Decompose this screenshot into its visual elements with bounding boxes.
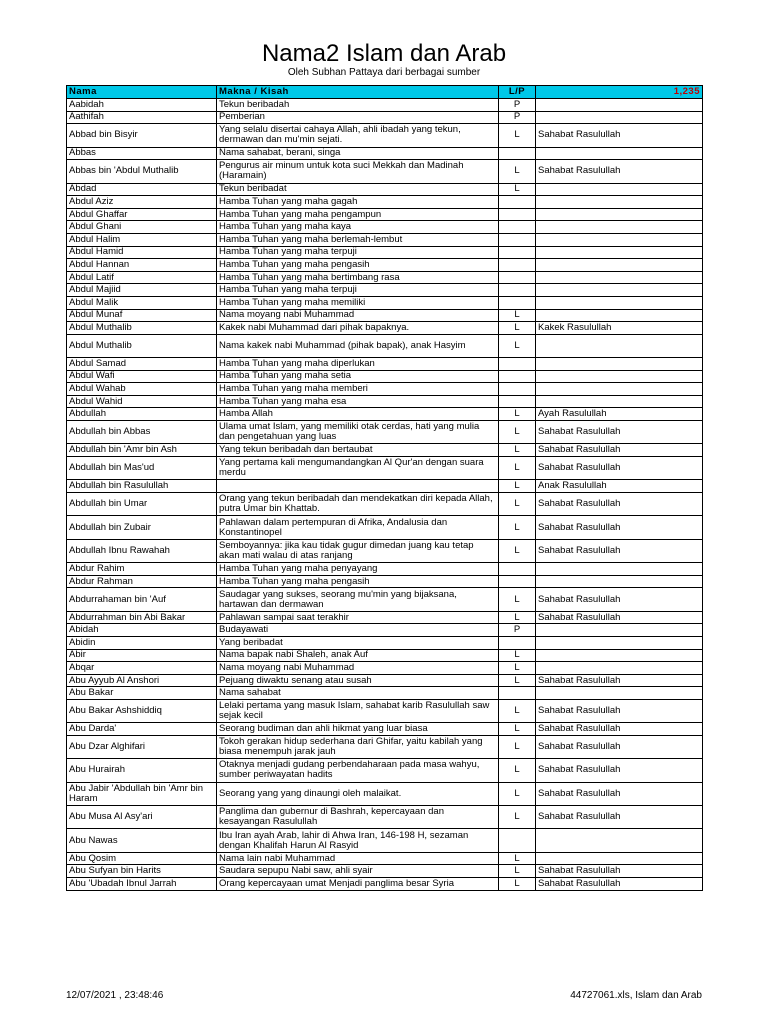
row-name-cell: Abu Bakar — [67, 687, 217, 700]
row-makna-cell: Hamba Tuhan yang maha pengampun — [217, 208, 499, 221]
row-makna-cell: Yang selalu disertai cahaya Allah, ahli ibadah yang tekun, dermawan dan mu'min sejati. — [217, 124, 499, 147]
row-gender-cell — [499, 233, 536, 246]
table-row — [67, 516, 703, 539]
row-name-cell: Abdad — [67, 183, 217, 196]
row-gender-cell: L — [499, 723, 536, 736]
row-makna-cell: Pahlawan sampai saat terakhir — [217, 611, 499, 624]
row-makna-cell: Nama bapak nabi Shaleh, anak Auf — [217, 649, 499, 662]
names-table — [66, 85, 703, 891]
row-note-cell — [536, 99, 703, 112]
row-makna-cell: Nama kakek nabi Muhammad (pihak bapak), anak Hasyim — [217, 334, 499, 357]
row-gender-cell: L — [499, 699, 536, 722]
row-makna-cell: Orang kepercayaan umat Menjadi panglima besar Syria — [217, 878, 499, 891]
row-gender-cell: L — [499, 865, 536, 878]
header-makna: Makna / Kisah — [217, 86, 499, 99]
table-row — [67, 759, 703, 782]
row-name-cell: Abdurrahaman bin 'Auf — [67, 588, 217, 611]
table-row — [67, 829, 703, 852]
row-note-cell — [536, 208, 703, 221]
row-name-cell: Abdul Muthalib — [67, 322, 217, 335]
row-note-cell: Sahabat Rasulullah — [536, 865, 703, 878]
row-note-cell: Sahabat Rasulullah — [536, 611, 703, 624]
row-gender-cell: L — [499, 408, 536, 421]
row-makna-cell: Pahlawan dalam pertempuran di Afrika, Andalusia dan Konstantinopel — [217, 516, 499, 539]
row-makna-cell: Hamba Tuhan yang maha kaya — [217, 221, 499, 234]
row-note-cell — [536, 358, 703, 371]
row-gender-cell — [499, 246, 536, 259]
table-row — [67, 878, 703, 891]
row-makna-cell: Hamba Tuhan yang maha bertimbang rasa — [217, 271, 499, 284]
row-name-cell: Abbas bin 'Abdul Muthalib — [67, 160, 217, 183]
row-name-cell: Abu 'Ubadah Ibnul Jarrah — [67, 878, 217, 891]
row-name-cell: Abu Ayyub Al Anshori — [67, 674, 217, 687]
row-note-cell: Ayah Rasulullah — [536, 408, 703, 421]
row-makna-cell: Nama sahabat, berani, singa — [217, 147, 499, 160]
row-note-cell — [536, 271, 703, 284]
row-name-cell: Abdul Wahab — [67, 383, 217, 396]
row-gender-cell: L — [499, 611, 536, 624]
row-name-cell: Abu Darda' — [67, 723, 217, 736]
row-note-cell — [536, 309, 703, 322]
row-gender-cell: L — [499, 852, 536, 865]
row-makna-cell: Budayawati — [217, 624, 499, 637]
row-note-cell: Sahabat Rasulullah — [536, 699, 703, 722]
row-makna-cell: Semboyannya: jika kau tidak gugur dimedan juang kau tetap akan mati walau di atas ranjang — [217, 539, 499, 562]
row-gender-cell — [499, 296, 536, 309]
row-gender-cell: L — [499, 493, 536, 516]
row-makna-cell: Otaknya menjadi gudang perbendaharaan pada masa wahyu, sumber periwayatan hadits — [217, 759, 499, 782]
row-gender-cell — [499, 147, 536, 160]
table-row — [67, 259, 703, 272]
row-makna-cell: Yang pertama kali mengumandangkan Al Qur'an dengan suara merdu — [217, 457, 499, 480]
row-gender-cell: L — [499, 674, 536, 687]
row-note-cell: Sahabat Rasulullah — [536, 735, 703, 758]
row-gender-cell — [499, 563, 536, 576]
row-gender-cell: L — [499, 334, 536, 357]
row-makna-cell: Pejuang diwaktu senang atau susah — [217, 674, 499, 687]
row-note-cell — [536, 563, 703, 576]
row-gender-cell: P — [499, 624, 536, 637]
row-gender-cell: L — [499, 183, 536, 196]
table-row — [67, 588, 703, 611]
row-name-cell: Abdul Wahid — [67, 395, 217, 408]
row-gender-cell — [499, 395, 536, 408]
row-gender-cell: L — [499, 516, 536, 539]
table-row — [67, 782, 703, 805]
header-nama: Nama — [67, 86, 217, 99]
table-row — [67, 493, 703, 516]
row-makna-cell: Hamba Tuhan yang maha gagah — [217, 196, 499, 209]
row-name-cell: Abdul Malik — [67, 296, 217, 309]
table-row — [67, 723, 703, 736]
row-note-cell: Sahabat Rasulullah — [536, 878, 703, 891]
row-note-cell: Sahabat Rasulullah — [536, 759, 703, 782]
row-name-cell: Abdul Samad — [67, 358, 217, 371]
row-gender-cell — [499, 221, 536, 234]
table-row — [67, 124, 703, 147]
row-note-cell: Sahabat Rasulullah — [536, 444, 703, 457]
row-note-cell: Sahabat Rasulullah — [536, 124, 703, 147]
row-note-cell — [536, 662, 703, 675]
row-note-cell: Sahabat Rasulullah — [536, 516, 703, 539]
row-gender-cell: P — [499, 99, 536, 112]
row-makna-cell: Saudara sepupu Nabi saw, ahli syair — [217, 865, 499, 878]
row-name-cell: Abdurrahman bin Abi Bakar — [67, 611, 217, 624]
row-gender-cell: L — [499, 444, 536, 457]
row-note-cell: Sahabat Rasulullah — [536, 723, 703, 736]
row-name-cell: Abdullah bin Abbas — [67, 421, 217, 444]
row-gender-cell — [499, 829, 536, 852]
row-name-cell: Abdul Hannan — [67, 259, 217, 272]
row-gender-cell — [499, 284, 536, 297]
row-name-cell: Abdullah bin Umar — [67, 493, 217, 516]
table-row — [67, 636, 703, 649]
row-makna-cell: Hamba Tuhan yang maha terpuji — [217, 246, 499, 259]
table-row — [67, 539, 703, 562]
table-row — [67, 480, 703, 493]
row-note-cell — [536, 246, 703, 259]
row-makna-cell: Ibu Iran ayah Arab, lahir di Ahwa Iran, 146-198 H, sezaman dengan Khalifah Harun Al Rasyid — [217, 829, 499, 852]
table-row — [67, 147, 703, 160]
row-name-cell: Abu Musa Al Asy'ari — [67, 806, 217, 829]
row-name-cell: Abu Bakar Ashshiddiq — [67, 699, 217, 722]
row-name-cell: Abidin — [67, 636, 217, 649]
table-row — [67, 296, 703, 309]
row-gender-cell: L — [499, 735, 536, 758]
row-makna-cell: Saudagar yang sukses, seorang mu'min yang bijaksana, hartawan dan dermawan — [217, 588, 499, 611]
row-name-cell: Abu Dzar Alghifari — [67, 735, 217, 758]
table-row — [67, 563, 703, 576]
row-makna-cell: Hamba Tuhan yang maha memberi — [217, 383, 499, 396]
row-name-cell: Abdullah bin 'Amr bin Ash — [67, 444, 217, 457]
row-makna-cell — [217, 480, 499, 493]
table-row — [67, 233, 703, 246]
row-note-cell — [536, 183, 703, 196]
row-gender-cell: L — [499, 124, 536, 147]
table-row — [67, 806, 703, 829]
row-name-cell: Abdul Majiid — [67, 284, 217, 297]
row-note-cell: Sahabat Rasulullah — [536, 421, 703, 444]
page-subtitle: Oleh Subhan Pattaya dari berbagai sumber — [287, 67, 481, 78]
row-gender-cell: L — [499, 457, 536, 480]
row-makna-cell: Yang beribadat — [217, 636, 499, 649]
row-gender-cell: P — [499, 111, 536, 124]
row-note-cell — [536, 624, 703, 637]
table-row — [67, 183, 703, 196]
row-note-cell: Sahabat Rasulullah — [536, 539, 703, 562]
footer-filename: 44727061.xls, Islam dan Arab — [570, 990, 702, 1001]
row-note-cell — [536, 636, 703, 649]
table-row — [67, 662, 703, 675]
row-gender-cell — [499, 383, 536, 396]
table-row — [67, 309, 703, 322]
row-makna-cell: Hamba Tuhan yang maha pengasih — [217, 259, 499, 272]
row-gender-cell: L — [499, 309, 536, 322]
row-makna-cell: Hamba Tuhan yang maha pengasih — [217, 575, 499, 588]
row-makna-cell: Pengurus air minum untuk kota suci Mekkah dan Madinah (Haramain) — [217, 160, 499, 183]
row-makna-cell: Hamba Allah — [217, 408, 499, 421]
table-row — [67, 865, 703, 878]
row-makna-cell: Hamba Tuhan yang maha setia — [217, 370, 499, 383]
table-row — [67, 208, 703, 221]
row-name-cell: Abdullah Ibnu Rawahah — [67, 539, 217, 562]
table-row — [67, 383, 703, 396]
row-gender-cell: L — [499, 539, 536, 562]
row-gender-cell: L — [499, 806, 536, 829]
row-name-cell: Aathifah — [67, 111, 217, 124]
row-gender-cell: L — [499, 421, 536, 444]
row-gender-cell — [499, 358, 536, 371]
row-gender-cell: L — [499, 649, 536, 662]
table-row — [67, 246, 703, 259]
table-row — [67, 221, 703, 234]
table-row — [67, 196, 703, 209]
row-note-cell — [536, 370, 703, 383]
row-name-cell: Abu Qosim — [67, 852, 217, 865]
row-gender-cell: L — [499, 662, 536, 675]
table-row — [67, 699, 703, 722]
row-name-cell: Abdullah — [67, 408, 217, 421]
table-row — [67, 444, 703, 457]
table-row — [67, 99, 703, 112]
table-header-row — [67, 86, 703, 99]
row-note-cell: Sahabat Rasulullah — [536, 806, 703, 829]
row-makna-cell: Ulama umat Islam, yang memiliki otak cerdas, hati yang mulia dan pengetahuan yang luas — [217, 421, 499, 444]
header-total-count: 1,235 — [536, 86, 703, 99]
table-row — [67, 611, 703, 624]
table-row — [67, 852, 703, 865]
row-note-cell — [536, 259, 703, 272]
row-makna-cell: Hamba Tuhan yang maha terpuji — [217, 284, 499, 297]
row-note-cell — [536, 196, 703, 209]
row-makna-cell: Tekun beribadah — [217, 99, 499, 112]
row-makna-cell: Nama sahabat — [217, 687, 499, 700]
row-note-cell — [536, 334, 703, 357]
row-note-cell — [536, 111, 703, 124]
row-makna-cell: Tekun beribadat — [217, 183, 499, 196]
row-note-cell: Anak Rasulullah — [536, 480, 703, 493]
row-note-cell — [536, 284, 703, 297]
table-row — [67, 421, 703, 444]
row-gender-cell: L — [499, 588, 536, 611]
row-name-cell: Abbas — [67, 147, 217, 160]
row-name-cell: Abdul Munaf — [67, 309, 217, 322]
row-note-cell — [536, 296, 703, 309]
row-name-cell: Abdul Aziz — [67, 196, 217, 209]
row-note-cell — [536, 687, 703, 700]
row-gender-cell — [499, 636, 536, 649]
row-note-cell — [536, 649, 703, 662]
row-name-cell: Aabidah — [67, 99, 217, 112]
row-gender-cell: L — [499, 759, 536, 782]
row-note-cell — [536, 383, 703, 396]
row-makna-cell: Yang tekun beribadah dan bertaubat — [217, 444, 499, 457]
row-gender-cell — [499, 687, 536, 700]
row-note-cell: Sahabat Rasulullah — [536, 674, 703, 687]
row-gender-cell — [499, 196, 536, 209]
row-name-cell: Abdullah bin Rasulullah — [67, 480, 217, 493]
table-row — [67, 370, 703, 383]
table-row — [67, 408, 703, 421]
row-name-cell: Abqar — [67, 662, 217, 675]
row-name-cell: Abu Nawas — [67, 829, 217, 852]
row-note-cell — [536, 233, 703, 246]
row-gender-cell: L — [499, 480, 536, 493]
row-name-cell: Abdul Latif — [67, 271, 217, 284]
row-note-cell: Sahabat Rasulullah — [536, 588, 703, 611]
row-makna-cell: Pemberian — [217, 111, 499, 124]
table-row — [67, 160, 703, 183]
row-makna-cell: Orang yang tekun beribadah dan mendekatkan diri kepada Allah, putra Umar bin Khattab. — [217, 493, 499, 516]
table-row — [67, 271, 703, 284]
table-row — [67, 358, 703, 371]
row-name-cell: Abir — [67, 649, 217, 662]
row-makna-cell: Nama lain nabi Muhammad — [217, 852, 499, 865]
page-title: Nama2 Islam dan Arab — [261, 40, 507, 67]
row-name-cell: Abdul Ghani — [67, 221, 217, 234]
row-gender-cell — [499, 271, 536, 284]
row-makna-cell: Hamba Tuhan yang maha penyayang — [217, 563, 499, 576]
row-name-cell: Abbad bin Bisyir — [67, 124, 217, 147]
table-row — [67, 624, 703, 637]
row-gender-cell — [499, 575, 536, 588]
table-row — [67, 457, 703, 480]
row-note-cell — [536, 852, 703, 865]
row-makna-cell: Kakek nabi Muhammad dari pihak bapaknya. — [217, 322, 499, 335]
table-row — [67, 687, 703, 700]
row-name-cell: Abu Jabir 'Abdullah bin 'Amr bin Haram — [67, 782, 217, 805]
row-name-cell: Abdur Rahman — [67, 575, 217, 588]
row-makna-cell: Nama moyang nabi Muhammad — [217, 662, 499, 675]
row-name-cell: Abdullah bin Mas'ud — [67, 457, 217, 480]
row-note-cell: Sahabat Rasulullah — [536, 160, 703, 183]
row-name-cell: Abdul Muthalib — [67, 334, 217, 357]
table-row — [67, 395, 703, 408]
row-makna-cell: Nama moyang nabi Muhammad — [217, 309, 499, 322]
table-row — [67, 111, 703, 124]
row-gender-cell: L — [499, 322, 536, 335]
row-name-cell: Abdul Wafi — [67, 370, 217, 383]
table-row — [67, 322, 703, 335]
row-gender-cell — [499, 370, 536, 383]
row-note-cell: Sahabat Rasulullah — [536, 457, 703, 480]
row-makna-cell: Lelaki pertama yang masuk Islam, sahabat karib Rasulullah saw sejak kecil — [217, 699, 499, 722]
row-makna-cell: Seorang budiman dan ahli hikmat yang luar biasa — [217, 723, 499, 736]
row-name-cell: Abdul Hamid — [67, 246, 217, 259]
row-name-cell: Abu Hurairah — [67, 759, 217, 782]
row-makna-cell: Hamba Tuhan yang maha memiliki — [217, 296, 499, 309]
row-note-cell: Sahabat Rasulullah — [536, 493, 703, 516]
row-note-cell: Kakek Rasulullah — [536, 322, 703, 335]
row-name-cell: Abdur Rahim — [67, 563, 217, 576]
row-note-cell — [536, 575, 703, 588]
row-makna-cell: Hamba Tuhan yang maha esa — [217, 395, 499, 408]
row-name-cell: Abdullah bin Zubair — [67, 516, 217, 539]
row-makna-cell: Panglima dan gubernur di Bashrah, kepercayaan dan kesayangan Rasulullah — [217, 806, 499, 829]
row-name-cell: Abdul Ghaffar — [67, 208, 217, 221]
row-name-cell: Abdul Halim — [67, 233, 217, 246]
row-note-cell — [536, 829, 703, 852]
row-makna-cell: Hamba Tuhan yang maha berlemah-lembut — [217, 233, 499, 246]
row-gender-cell: L — [499, 160, 536, 183]
row-gender-cell — [499, 208, 536, 221]
row-makna-cell: Tokoh gerakan hidup sederhana dari Ghifar, yaitu kabilah yang biasa menempuh jarak jauh — [217, 735, 499, 758]
header-lp: L/P — [499, 86, 536, 99]
row-gender-cell — [499, 259, 536, 272]
row-gender-cell: L — [499, 878, 536, 891]
table-row — [67, 649, 703, 662]
row-makna-cell: Hamba Tuhan yang maha diperlukan — [217, 358, 499, 371]
table-row — [67, 735, 703, 758]
row-note-cell — [536, 395, 703, 408]
table-row — [67, 334, 703, 357]
row-gender-cell: L — [499, 782, 536, 805]
row-note-cell — [536, 147, 703, 160]
row-note-cell: Sahabat Rasulullah — [536, 782, 703, 805]
table-row — [67, 674, 703, 687]
row-makna-cell: Seorang yang yang dinaungi oleh malaikat. — [217, 782, 499, 805]
row-name-cell: Abu Sufyan bin Harits — [67, 865, 217, 878]
table-row — [67, 284, 703, 297]
row-name-cell: Abidah — [67, 624, 217, 637]
table-row — [67, 575, 703, 588]
row-note-cell — [536, 221, 703, 234]
footer-timestamp: 12/07/2021 , 23:48:46 — [66, 990, 164, 1001]
